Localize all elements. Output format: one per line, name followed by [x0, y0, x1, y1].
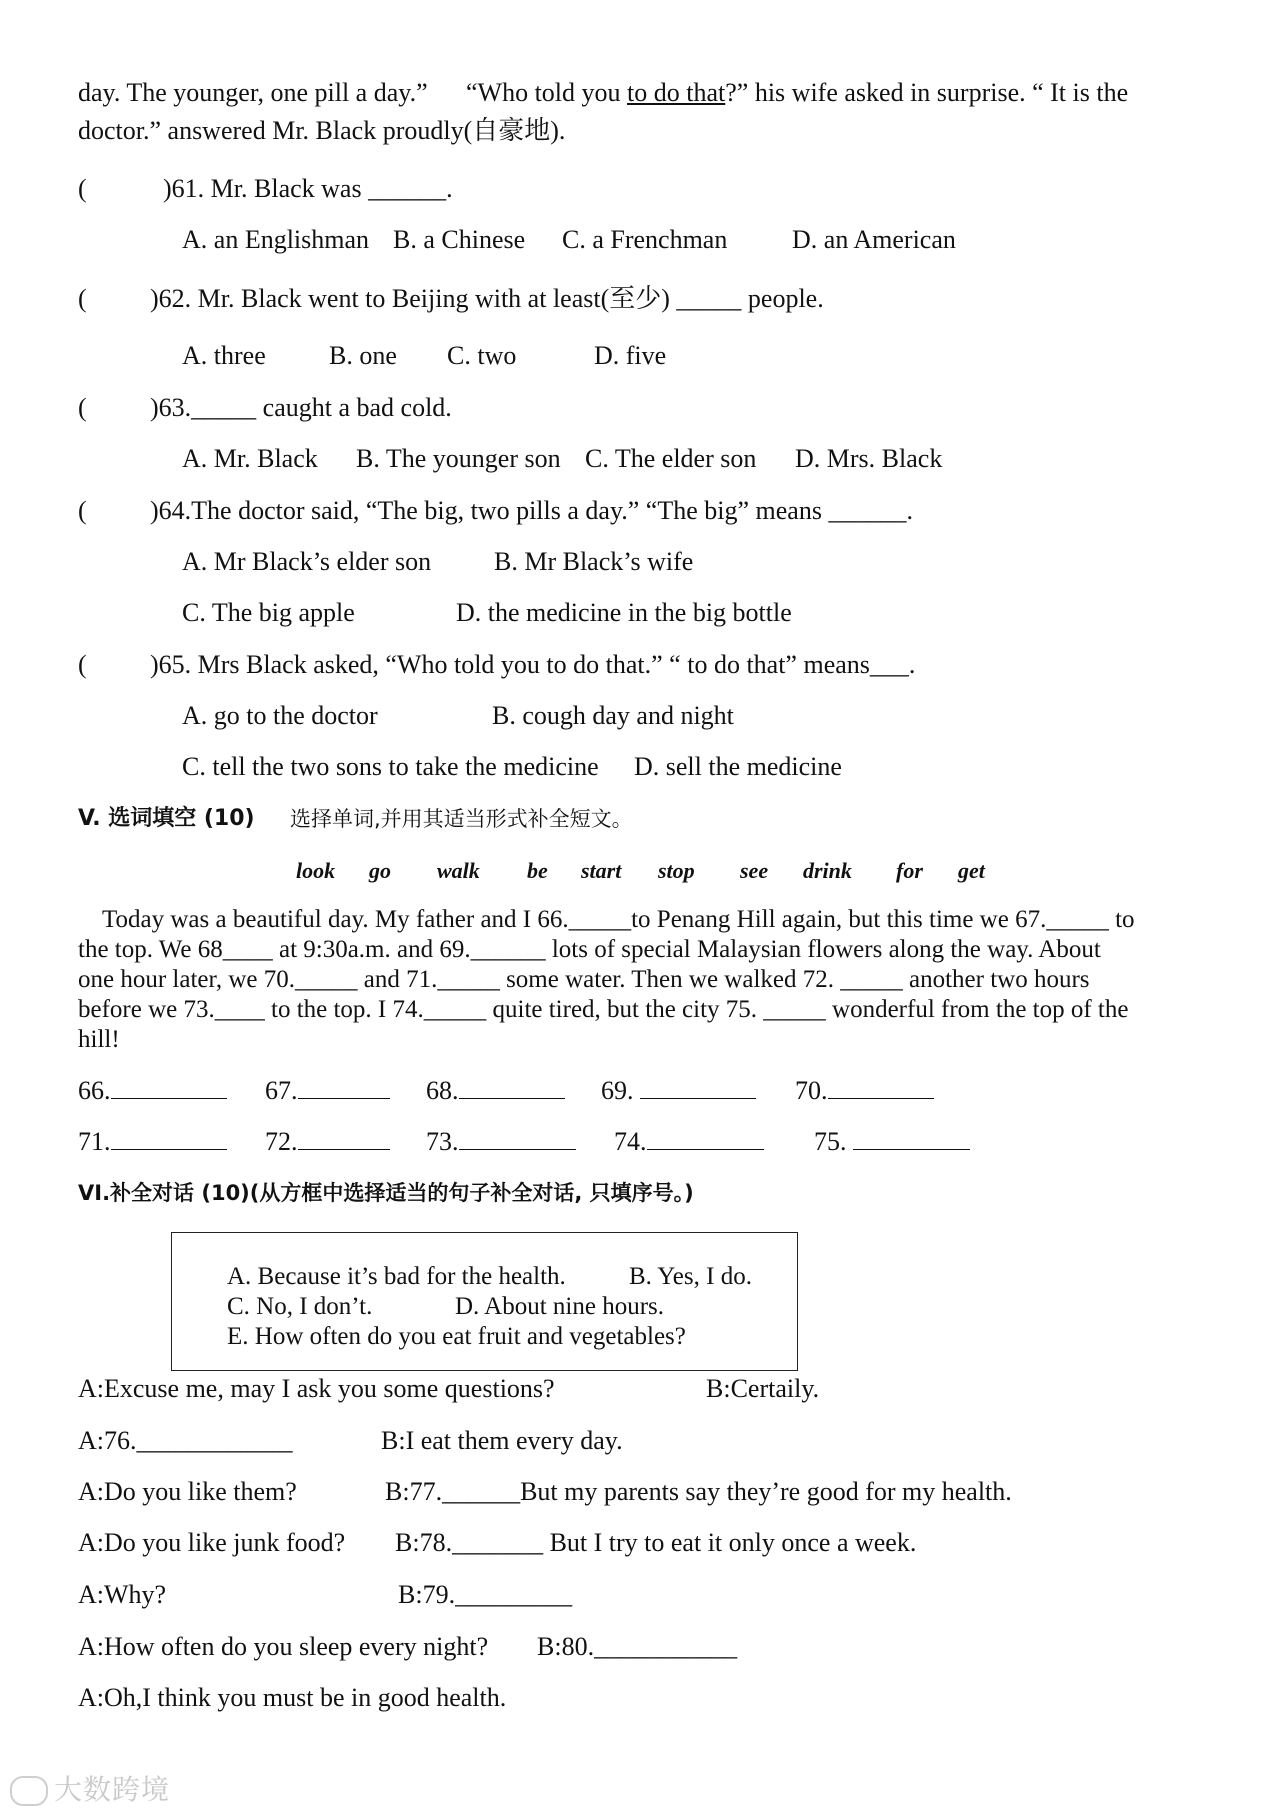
section-instruction: 选择单词,并用其适当形式补全短文。	[290, 807, 633, 831]
question-stem: )61. Mr. Black was ______.	[163, 174, 453, 203]
watermark-text: 大数跨境	[54, 1773, 171, 1806]
question-stem: )65. Mrs Black asked, “Who told you to do that.” “ to do that” means___.	[150, 650, 916, 679]
speaker-b[interactable]: B:77.______But my parents say they’re good for my health.	[385, 1477, 1012, 1506]
answer-blank-67[interactable]: 67.	[265, 1074, 390, 1108]
box-option: E. How often do you eat fruit and vegetables?	[227, 1323, 686, 1350]
option[interactable]: B. a Chinese	[393, 225, 526, 254]
watermark-icon	[10, 1776, 48, 1806]
speaker-b[interactable]: B:80.___________	[537, 1632, 738, 1661]
answer-paren[interactable]: (	[78, 393, 87, 422]
box-option: D. About nine hours.	[455, 1293, 665, 1320]
option[interactable]: C. a Frenchman	[562, 225, 728, 254]
answer-blank-72[interactable]: 72.	[265, 1125, 390, 1159]
speaker-b[interactable]: B:79._________	[398, 1580, 573, 1609]
option[interactable]: A. Mr. Black	[182, 444, 318, 473]
question-stem: )63._____ caught a bad cold.	[150, 393, 452, 422]
answer-blank-70[interactable]: 70.	[795, 1074, 934, 1108]
answer-blank-74[interactable]: 74.	[614, 1125, 764, 1159]
cloze-text: hill!	[78, 1026, 120, 1053]
speaker-a: A:Do you like junk food?	[78, 1528, 346, 1557]
speaker-a[interactable]: A:76.____________	[78, 1426, 293, 1455]
cloze-text: one hour later, we 70._____ and 71._____ some water. Then we walked 72. _____ another two hours	[78, 966, 1090, 993]
option[interactable]: B. Mr Black’s wife	[494, 547, 694, 576]
passage-quote: “Who told you to do that?” his wife asked in surprise. “ It is the	[466, 78, 1129, 107]
box-option: C. No, I don’t.	[227, 1293, 373, 1320]
speaker-a: A:Excuse me, may I ask you some questions?	[78, 1374, 555, 1403]
speaker-b: B:I eat them every day.	[381, 1426, 623, 1455]
answer-blank-68[interactable]: 68.	[426, 1074, 565, 1108]
answer-paren[interactable]: (	[78, 650, 87, 679]
answer-blank-69[interactable]: 69.	[601, 1074, 756, 1108]
section-title: V. 选词填空 (10)	[78, 806, 255, 831]
word-bank-item: go	[369, 858, 391, 883]
word-bank-item: see	[740, 858, 769, 883]
option[interactable]: D. five	[594, 341, 667, 370]
cloze-text: before we 73.____ to the top. I 74._____ quite tired, but the city 75. _____ wonderful from the top of the	[78, 996, 1129, 1023]
option[interactable]: D. sell the medicine	[634, 752, 842, 781]
cloze-text: Today was a beautiful day. My father and I 66._____to Penang Hill again, but this time we 67._____ to	[102, 906, 1135, 933]
section-title: VI.补全对话 (10)(从方框中选择适当的句子补全对话, 只填序号。)	[78, 1181, 694, 1205]
option[interactable]: A. an Englishman	[182, 225, 370, 254]
answer-paren[interactable]: (	[78, 496, 87, 525]
speaker-a: A:Oh,I think you must be in good health.	[78, 1683, 507, 1712]
option[interactable]: C. The big apple	[182, 598, 355, 627]
option[interactable]: A. three	[182, 341, 266, 370]
word-bank-item: look	[296, 858, 336, 883]
word-bank-item: stop	[658, 858, 695, 883]
question-stem: )64.The doctor said, “The big, two pills a day.” “The big” means ______.	[150, 496, 913, 525]
option[interactable]: C. tell the two sons to take the medicine	[182, 752, 599, 781]
option[interactable]: B. cough day and night	[492, 701, 734, 730]
box-option: A. Because it’s bad for the health.	[227, 1263, 566, 1290]
cloze-text: the top. We 68____ at 9:30a.m. and 69.______ lots of special Malaysian flowers along the way. About	[78, 936, 1101, 963]
option[interactable]: C. two	[447, 341, 517, 370]
answer-blank-66[interactable]: 66.	[78, 1074, 227, 1108]
watermark-logo	[10, 1768, 170, 1808]
speaker-a: A:Do you like them?	[78, 1477, 297, 1506]
word-bank-item: be	[527, 858, 548, 883]
word-bank-item: drink	[803, 858, 852, 883]
word-bank-item: get	[958, 858, 985, 883]
box-option: B. Yes, I do.	[629, 1263, 752, 1290]
speaker-a: A:How often do you sleep every night?	[78, 1632, 489, 1661]
answer-blank-71[interactable]: 71.	[78, 1125, 227, 1159]
answer-paren[interactable]: (	[78, 284, 87, 313]
option[interactable]: A. go to the doctor	[182, 701, 378, 730]
option[interactable]: B. The younger son	[356, 444, 561, 473]
speaker-a: A:Why?	[78, 1580, 167, 1609]
word-bank-item: for	[896, 858, 923, 883]
answer-blank-73[interactable]: 73.	[426, 1125, 576, 1159]
speaker-b[interactable]: B:78._______ But I try to eat it only once a week.	[395, 1528, 917, 1557]
option[interactable]: C. The elder son	[585, 444, 757, 473]
option[interactable]: A. Mr Black’s elder son	[182, 547, 432, 576]
option[interactable]: D. Mrs. Black	[795, 444, 943, 473]
answer-paren[interactable]: (	[78, 174, 87, 203]
word-bank-item: walk	[437, 858, 480, 883]
question-stem: )62. Mr. Black went to Beijing with at least(至少) _____ people.	[150, 284, 824, 313]
option[interactable]: D. the medicine in the big bottle	[456, 598, 792, 627]
passage-text: doctor.” answered Mr. Black proudly(自豪地).	[78, 116, 566, 145]
option[interactable]: B. one	[329, 341, 397, 370]
option[interactable]: D. an American	[792, 225, 956, 254]
answer-blank-75[interactable]: 75.	[814, 1125, 970, 1159]
underlined-phrase: to do that	[627, 78, 726, 107]
word-bank-item: start	[581, 858, 622, 883]
speaker-b: B:Certaily.	[706, 1374, 820, 1403]
passage-text: day. The younger, one pill a day.”	[78, 78, 428, 107]
